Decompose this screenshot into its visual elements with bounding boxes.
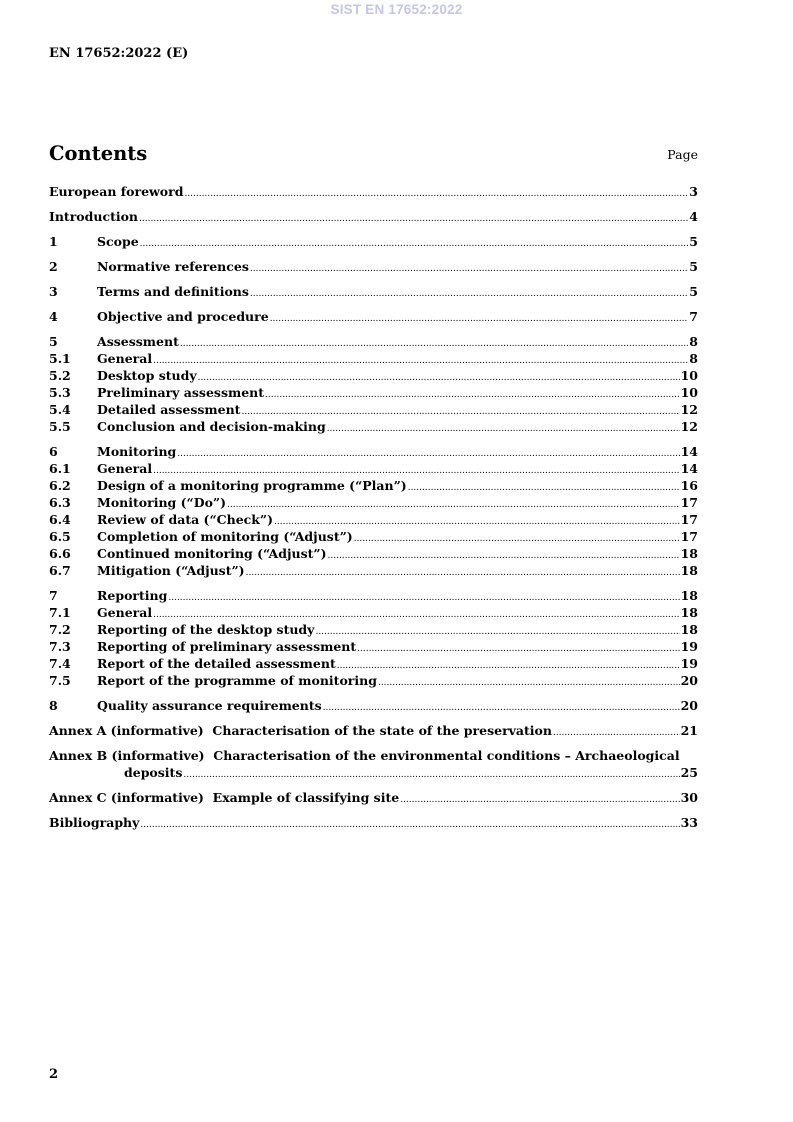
toc-entry-page: 19 bbox=[680, 656, 698, 671]
toc-entry-page: 33 bbox=[680, 815, 698, 830]
toc-entry-page: 12 bbox=[680, 402, 698, 417]
toc-entry-page: 30 bbox=[680, 790, 698, 805]
toc-entry-title: Annex A (informative) Characterisation of the state of the preservation bbox=[49, 723, 552, 738]
leader-dots bbox=[328, 548, 680, 565]
toc-entry[interactable] bbox=[49, 183, 698, 200]
toc-entry-title: Desktop study bbox=[97, 368, 197, 383]
toc-entry[interactable] bbox=[49, 528, 698, 545]
leader-dots bbox=[265, 387, 680, 404]
toc-entry-number: 6.1 bbox=[49, 461, 71, 476]
toc-entry[interactable] bbox=[49, 367, 698, 384]
toc-entry-page: 14 bbox=[680, 461, 698, 476]
toc-entry[interactable] bbox=[49, 477, 698, 494]
leader-dots bbox=[408, 480, 680, 497]
toc-entry-title: Design of a monitoring programme (“Plan”) bbox=[97, 478, 407, 493]
toc-entry-number: 8 bbox=[49, 698, 58, 713]
toc-entry-title: Introduction bbox=[49, 209, 139, 224]
toc-entry-number: 6 bbox=[49, 444, 58, 459]
page-column-label: Page bbox=[667, 147, 698, 162]
toc-entry-number: 5 bbox=[49, 334, 58, 349]
toc-entry[interactable] bbox=[49, 384, 698, 401]
toc-entry-title: Objective and procedure bbox=[97, 309, 269, 324]
leader-dots bbox=[270, 311, 689, 328]
toc-entry-number: 6.4 bbox=[49, 512, 71, 527]
toc-entry[interactable] bbox=[49, 283, 698, 300]
toc-entry[interactable] bbox=[49, 814, 698, 831]
toc-entry-title: Report of the programme of monitoring bbox=[97, 673, 377, 688]
toc-entry[interactable] bbox=[49, 789, 698, 806]
toc-entry[interactable] bbox=[49, 655, 698, 672]
toc-entry[interactable] bbox=[49, 621, 698, 638]
leader-dots bbox=[140, 236, 689, 253]
toc-entry[interactable] bbox=[49, 672, 698, 689]
toc-entry-title: Terms and definitions bbox=[97, 284, 249, 299]
toc-entry-title: Bibliography bbox=[49, 815, 140, 830]
contents-title: Contents bbox=[49, 142, 148, 165]
toc-entry-title: Report of the detailed assessment bbox=[97, 656, 336, 671]
toc-entry-title: Completion of monitoring (“Adjust”) bbox=[97, 529, 353, 544]
toc-entry[interactable] bbox=[49, 350, 698, 367]
toc-entry-number: 7.3 bbox=[49, 639, 71, 654]
toc-entry-title: Scope bbox=[97, 234, 139, 249]
toc-entry-title: Reporting bbox=[97, 588, 168, 603]
toc-entry-number: 1 bbox=[49, 234, 58, 249]
toc-entry[interactable] bbox=[49, 308, 698, 325]
leader-dots bbox=[315, 624, 679, 641]
toc-entry-page: 17 bbox=[680, 495, 698, 510]
toc-entry-number: 5.2 bbox=[49, 368, 71, 383]
toc-entry-number: 3 bbox=[49, 284, 58, 299]
leader-dots bbox=[183, 767, 679, 784]
toc-entry-title: Normative references bbox=[97, 259, 249, 274]
leader-dots bbox=[327, 421, 680, 438]
toc-entry-number: 7.2 bbox=[49, 622, 71, 637]
toc-entry-page: 17 bbox=[680, 529, 698, 544]
leader-dots bbox=[180, 336, 688, 353]
toc-entry-number: 6.2 bbox=[49, 478, 71, 493]
leader-dots bbox=[250, 261, 688, 278]
leader-dots bbox=[184, 186, 688, 203]
toc-entry-title: Annex C (informative) Example of classifying site bbox=[49, 790, 400, 805]
toc-entry-title: Annex B (informative) Characterisation of the environmental conditions – Archaeological bbox=[49, 748, 680, 763]
toc-entry-title: Quality assurance requirements bbox=[97, 698, 322, 713]
toc-entry[interactable] bbox=[49, 233, 698, 250]
toc-entry[interactable] bbox=[49, 333, 698, 350]
toc-entry-title: Mitigation (“Adjust”) bbox=[97, 563, 245, 578]
toc-entry[interactable] bbox=[49, 511, 698, 528]
toc-entry-number: 5.3 bbox=[49, 385, 71, 400]
toc-entry[interactable] bbox=[49, 604, 698, 621]
toc-entry-page: 5 bbox=[689, 259, 698, 274]
toc-entry-title: Detailed assessment bbox=[97, 402, 241, 417]
toc-entry-title: Review of data (“Check”) bbox=[97, 512, 274, 527]
toc-entry[interactable] bbox=[49, 562, 698, 579]
leader-dots bbox=[354, 531, 680, 548]
leader-dots bbox=[337, 658, 680, 675]
toc-entry[interactable] bbox=[49, 545, 698, 562]
toc-entry[interactable] bbox=[49, 258, 698, 275]
leader-dots bbox=[227, 497, 680, 514]
toc-entry-title: European foreword bbox=[49, 184, 184, 199]
toc-entry-title: Preliminary assessment bbox=[97, 385, 265, 400]
toc-entry-page: 7 bbox=[689, 309, 698, 324]
toc-entry-number: 2 bbox=[49, 259, 58, 274]
toc-entry-title: General bbox=[97, 351, 153, 366]
toc-entry-page: 8 bbox=[689, 351, 698, 366]
leader-dots bbox=[177, 446, 679, 463]
toc-entry-page: 20 bbox=[680, 698, 698, 713]
toc-entry-page: 10 bbox=[680, 368, 698, 383]
toc-entry-title-continued: deposits bbox=[124, 765, 183, 780]
toc-entry[interactable] bbox=[49, 418, 698, 435]
leader-dots bbox=[168, 590, 679, 607]
toc-entry-title: General bbox=[97, 605, 153, 620]
toc-entry[interactable] bbox=[49, 697, 698, 714]
toc-entry-number: 6.5 bbox=[49, 529, 71, 544]
toc-entry-number: 7.5 bbox=[49, 673, 71, 688]
table-of-contents bbox=[49, 183, 698, 831]
toc-entry-page: 25 bbox=[680, 765, 698, 780]
toc-entry-page: 4 bbox=[689, 209, 698, 224]
toc-entry-title: Reporting of the desktop study bbox=[97, 622, 315, 637]
toc-entry-number: 6.3 bbox=[49, 495, 71, 510]
toc-entry-page: 18 bbox=[680, 563, 698, 578]
toc-entry-page: 16 bbox=[680, 478, 698, 493]
leader-dots bbox=[250, 286, 688, 303]
toc-entry-title: Reporting of preliminary assessment bbox=[97, 639, 357, 654]
toc-entry-page: 12 bbox=[680, 419, 698, 434]
leader-dots bbox=[378, 675, 680, 692]
toc-entry-page: 20 bbox=[680, 673, 698, 688]
leader-dots bbox=[357, 641, 679, 658]
toc-entry-number: 7.4 bbox=[49, 656, 71, 671]
leader-dots bbox=[153, 353, 688, 370]
toc-entry-title: Conclusion and decision-making bbox=[97, 419, 326, 434]
toc-entry-page: 21 bbox=[680, 723, 698, 738]
page-number: 2 bbox=[49, 1067, 59, 1082]
leader-dots bbox=[198, 370, 680, 387]
toc-entry-number: 5.5 bbox=[49, 419, 71, 434]
toc-entry[interactable] bbox=[49, 587, 698, 604]
toc-entry[interactable] bbox=[49, 443, 698, 460]
toc-entry-title: Monitoring (“Do”) bbox=[97, 495, 227, 510]
toc-entry-title: Monitoring bbox=[97, 444, 177, 459]
toc-entry-number: 7 bbox=[49, 588, 58, 603]
toc-entry[interactable] bbox=[49, 722, 698, 739]
toc-entry-title: Continued monitoring (“Adjust”) bbox=[97, 546, 327, 561]
leader-dots bbox=[323, 700, 680, 717]
toc-entry[interactable] bbox=[49, 747, 698, 781]
leader-dots bbox=[246, 565, 680, 582]
toc-entry-number: 6.7 bbox=[49, 563, 71, 578]
toc-entry-page: 5 bbox=[689, 234, 698, 249]
toc-entry-number: 7.1 bbox=[49, 605, 71, 620]
toc-entry-title: General bbox=[97, 461, 153, 476]
toc-entry-page: 10 bbox=[680, 385, 698, 400]
toc-entry-number: 5.4 bbox=[49, 402, 71, 417]
toc-entry[interactable] bbox=[49, 494, 698, 511]
toc-entry-number: 4 bbox=[49, 309, 58, 324]
toc-entry-page: 18 bbox=[680, 622, 698, 637]
toc-entry-number: 6.6 bbox=[49, 546, 71, 561]
toc-entry-page: 18 bbox=[680, 546, 698, 561]
toc-entry[interactable] bbox=[49, 638, 698, 655]
toc-entry-number: 5.1 bbox=[49, 351, 71, 366]
toc-entry[interactable] bbox=[49, 208, 698, 225]
toc-entry-page: 18 bbox=[680, 605, 698, 620]
leader-dots bbox=[140, 817, 679, 834]
leader-dots bbox=[553, 725, 680, 742]
leader-dots bbox=[139, 211, 688, 228]
watermark: SIST EN 17652:2022 bbox=[330, 2, 463, 17]
toc-entry-page: 18 bbox=[680, 588, 698, 603]
toc-entry-page: 5 bbox=[689, 284, 698, 299]
toc-entry[interactable] bbox=[49, 460, 698, 477]
toc-entry-page: 8 bbox=[689, 334, 698, 349]
toc-entry-page: 14 bbox=[680, 444, 698, 459]
toc-entry-page: 17 bbox=[680, 512, 698, 527]
toc-entry-title: Assessment bbox=[97, 334, 179, 349]
document-id: EN 17652:2022 (E) bbox=[49, 46, 189, 61]
toc-entry[interactable] bbox=[49, 401, 698, 418]
toc-entry-page: 19 bbox=[680, 639, 698, 654]
leader-dots bbox=[400, 792, 679, 809]
toc-entry-page: 3 bbox=[689, 184, 698, 199]
